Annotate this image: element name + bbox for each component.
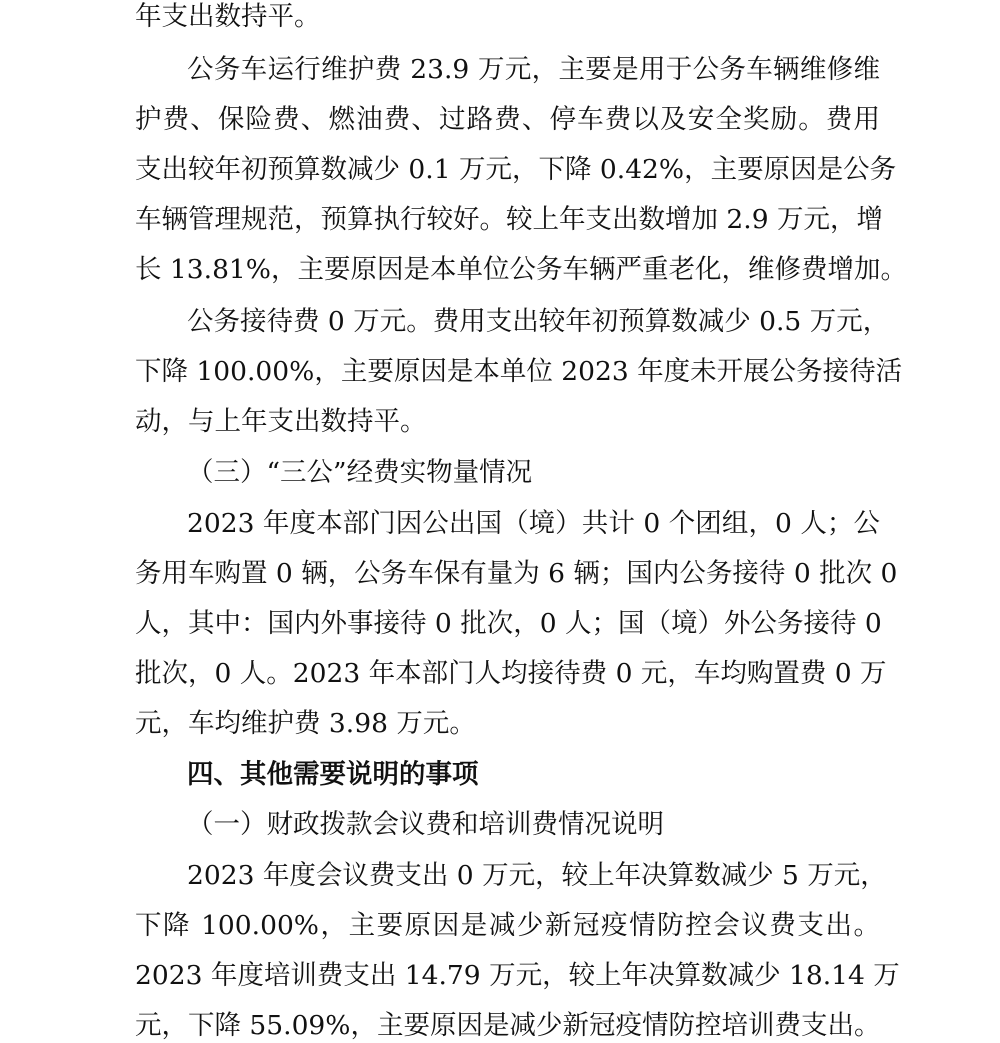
text-line-3: 护费、保险费、燃油费、过路费、停车费以及安全奖励。费用 <box>135 104 880 135</box>
text-line-13: 人，其中：国内外事接待 0 批次，0 人；国（境）外公务接待 0 <box>135 608 882 639</box>
section-heading-4: 四、其他需要说明的事项 <box>187 759 479 790</box>
text-line-18: 2023 年度会议费支出 0 万元，较上年决算数减少 5 万元， <box>187 860 887 891</box>
text-line-21: 元，下降 55.09%，主要原因是减少新冠疫情防控培训费支出。 <box>135 1010 881 1041</box>
text-line-15: 元，车均维护费 3.98 万元。 <box>135 708 476 739</box>
text-line-20: 2023 年度培训费支出 14.79 万元，较上年决算数减少 18.14 万 <box>135 960 900 991</box>
text-line-19: 下降 100.00%，主要原因是减少新冠疫情防控会议费支出。 <box>135 910 880 941</box>
text-line-9: 动，与上年支出数持平。 <box>135 406 427 437</box>
text-line-12: 务用车购置 0 辆，公务车保有量为 6 辆；国内公务接待 0 批次 0 <box>135 558 898 589</box>
text-line-5: 车辆管理规范，预算执行较好。较上年支出数增加 2.9 万元，增 <box>135 204 883 235</box>
text-line-11: 2023 年度本部门因公出国（境）共计 0 个团组，0 人；公 <box>187 508 880 539</box>
subsection-heading-1: （一）财政拨款会议费和培训费情况说明 <box>187 809 664 840</box>
text-line-7: 公务接待费 0 万元。费用支出较年初预算数减少 0.5 万元， <box>187 306 890 337</box>
text-line-4: 支出较年初预算数减少 0.1 万元，下降 0.42%，主要原因是公务 <box>135 154 897 185</box>
text-line-14: 批次，0 人。2023 年本部门人均接待费 0 元，车均购置费 0 万 <box>135 658 887 689</box>
text-line-2: 公务车运行维护费 23.9 万元，主要是用于公务车辆维修维 <box>187 54 880 85</box>
text-line-8: 下降 100.00%，主要原因是本单位 2023 年度未开展公务接待活 <box>135 356 903 387</box>
text-line-1: 年支出数持平。 <box>135 1 321 32</box>
subsection-heading-3: （三）“三公”经费实物量情况 <box>187 457 533 488</box>
text-line-6: 长 13.81%，主要原因是本单位公务车辆严重老化，维修费增加。 <box>135 254 907 285</box>
